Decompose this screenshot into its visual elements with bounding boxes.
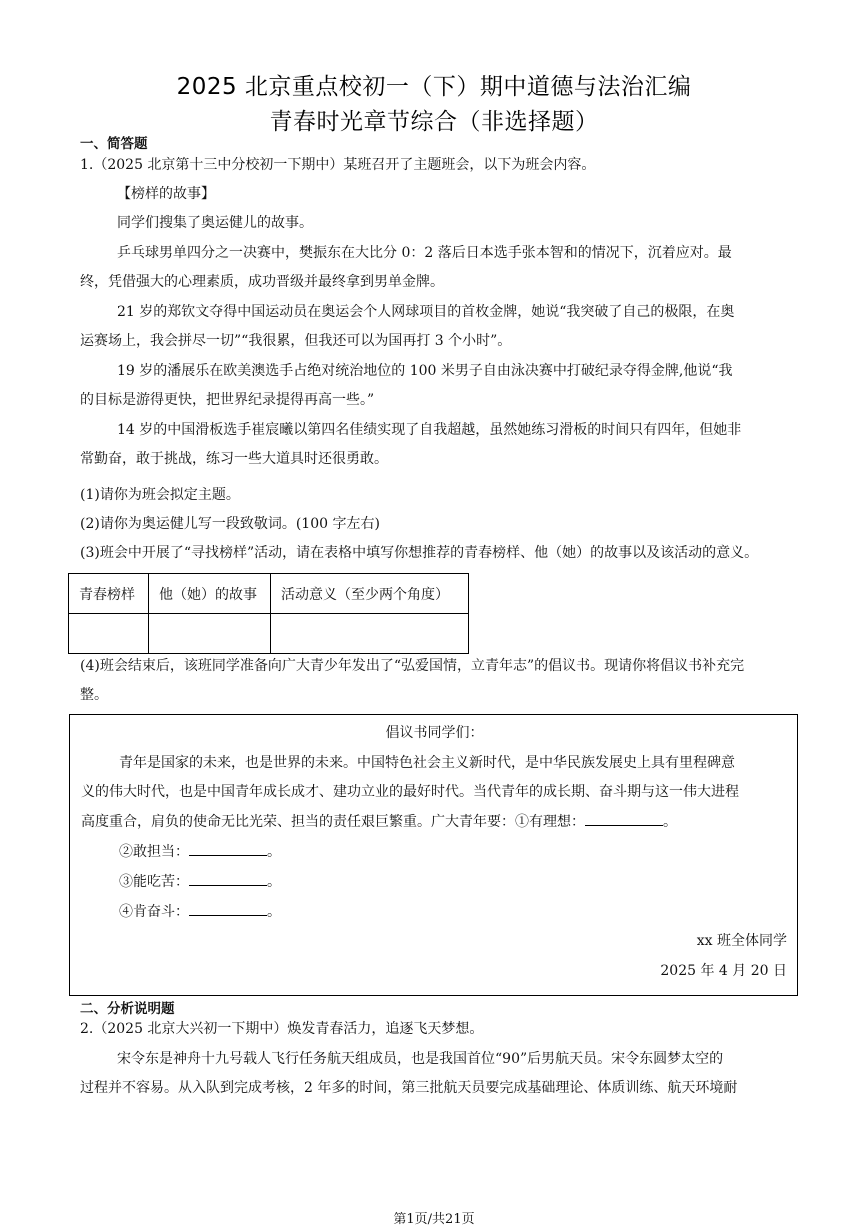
proposal-box [69,714,798,996]
document-title-line1: 2025 北京重点校初一（下）期中道德与法治汇编 [176,74,692,100]
subquestion-1: (1)请你为班会拟定主题。 [80,487,240,503]
proposal-item-4: ④肯奋斗： [119,904,189,920]
table-cell-empty[interactable] [149,614,271,654]
question1-stem: 1.（2025 北京第十三中分校初一下期中）某班召开了主题班会，以下为班会内容。 [80,157,596,173]
story-paragraph-1: 同学们搜集了奥运健儿的故事。 [117,215,313,231]
period: 。 [267,844,281,860]
table-header-cell: 活动意义（至少两个角度） [271,574,469,614]
q2-paragraph-b: 过程并不容易。从入队到完成考核，2 年多的时间，第三批航天员要完成基础理论、体质训练、航天环境耐 [80,1080,738,1096]
proposal-item-2: ②敢担当： [119,844,189,860]
story-paragraph-5b: 常勤奋，敢于挑战，练习一些大道具时还很勇敢。 [80,451,388,467]
answer-blank-3[interactable] [189,871,267,886]
story-paragraph-4a: 19 岁的潘展乐在欧美澳选手占绝对统治地位的 100 米男子自由泳决赛中打破纪录夺得金牌,他说“我 [117,363,733,379]
period: 。 [267,904,281,920]
document-title-line2: 青春时光章节综合（非选择题） [269,109,599,135]
proposal-body-c-line [81,811,677,832]
proposal-item-3: ③能吃苦： [119,874,189,890]
subquestion-4b: 整。 [80,687,108,703]
table-row [69,614,469,654]
period: 。 [267,874,281,890]
story-paragraph-2a: 乒乓球男单四分之一决赛中，樊振东在大比分 0：2 落后日本选手张本智和的情况下，沉着应对。最 [117,245,732,261]
answer-blank-2[interactable] [189,841,267,856]
story-paragraph-4b: 的目标是游得更快，把世界纪录提得再高一些。” [80,392,375,408]
page-footer: 第1页/共21页 [393,1212,475,1227]
subquestion-3: (3)班会中开展了“寻找榜样”活动，请在表格中填写你想推荐的青春榜样、他（她）的故事以及该活动的意义。 [80,545,759,561]
story-subheading: 【榜样的故事】 [117,186,215,202]
proposal-date: 2025 年 4 月 20 日 [660,963,787,979]
proposal-body-b: 义的伟大时代，也是中国青年成长成才、建功立业的最好时代。当代青年的成长期、奋斗期与这一伟大进程 [81,784,739,800]
answer-blank-4[interactable] [189,901,267,916]
question2-stem: 2.（2025 北京大兴初一下期中）焕发青春活力，追逐飞天梦想。 [80,1021,484,1037]
period: 。 [663,814,677,830]
story-paragraph-2b: 终，凭借强大的心理素质，成功晋级并最终拿到男单金牌。 [80,274,444,290]
proposal-body-c: 高度重合，肩负的使命无比光荣、担当的责任艰巨繁重。广大青年要：①有理想： [81,814,585,830]
proposal-item-2-line [119,841,281,862]
subquestion-4a: (4)班会结束后，该班同学准备向广大青少年发出了“弘爱国情，立青年志”的倡议书。现请你将倡议书补充完 [80,658,745,674]
q2-paragraph-a: 宋令东是神舟十九号载人飞行任务航天组成员，也是我国首位“90”后男航天员。宋令东圆梦太空的 [117,1051,724,1067]
subquestion-2: (2)请你为奥运健儿写一段致敬词。(100 字左右) [80,516,380,532]
proposal-body-a: 青年是国家的未来，也是世界的未来。中国特色社会主义新时代，是中华民族发展史上具有里程碑意 [119,755,735,771]
table-header-cell: 他（她）的故事 [149,574,271,614]
proposal-item-4-line [119,901,281,922]
table-cell-empty[interactable] [271,614,469,654]
proposal-item-3-line [119,871,281,892]
proposal-signature: xx 班全体同学 [696,933,787,949]
section2-heading: 二、分析说明题 [80,1001,175,1017]
answer-blank-1[interactable] [585,811,663,826]
table-header-row [69,574,469,614]
table-header-cell: 青春榜样 [69,574,149,614]
table-cell-empty[interactable] [69,614,149,654]
section1-heading: 一、简答题 [80,136,148,152]
story-paragraph-3b: 运赛场上，我会拼尽一切”“我很累，但我还可以为国再打 3 个小时”。 [80,333,512,349]
recommend-table [68,573,469,654]
story-paragraph-3a: 21 岁的郑钦文夺得中国运动员在奥运会个人网球项目的首枚金牌，她说“我突破了自己的极限，在奥 [117,304,735,320]
proposal-salutation: 倡议书同学们： [385,725,484,741]
story-paragraph-5a: 14 岁的中国滑板选手崔宸曦以第四名佳绩实现了自我超越，虽然她练习滑板的时间只有四年，但她非 [117,422,742,438]
